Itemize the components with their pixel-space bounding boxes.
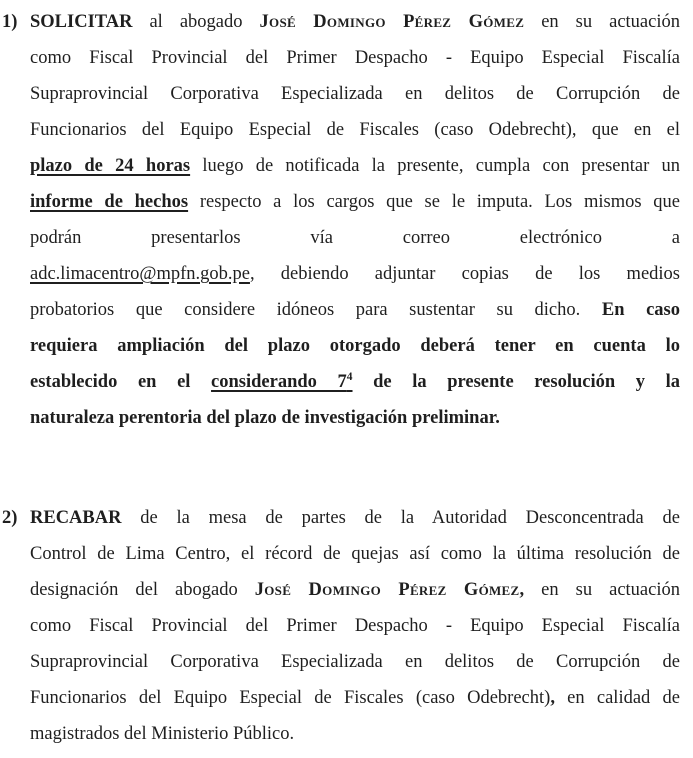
text-line xyxy=(30,256,680,292)
directive-word: RECABAR xyxy=(30,508,122,528)
deadline-term: plazo de 24 horas xyxy=(30,156,191,176)
text-segment: probatorios que considere idóneos para sustentar su dicho. xyxy=(30,300,602,320)
text-line xyxy=(30,40,680,76)
text-segment: en su actuación xyxy=(524,580,680,600)
text-line xyxy=(30,4,680,40)
person-name: José Domingo Pérez Gómez xyxy=(259,12,525,32)
footnote-superscript: 4 xyxy=(346,370,353,383)
text-line xyxy=(30,328,680,364)
report-term: informe de hechos xyxy=(30,192,189,212)
text-line xyxy=(30,400,680,436)
text-line xyxy=(30,76,680,112)
text-segment: considerando 7 xyxy=(211,372,347,392)
text-segment: como Fiscal Provincial del Primer Despacho - Equipo Especial Fiscalía xyxy=(30,616,680,636)
paragraph-number: 1) xyxy=(2,12,18,32)
text-line xyxy=(30,536,680,572)
paragraph-1 xyxy=(2,4,680,436)
text-line xyxy=(30,112,680,148)
text-segment: requiera ampliación del plazo otorgado deberá tener en cuenta lo xyxy=(30,336,680,356)
text-line xyxy=(30,500,680,536)
text-line xyxy=(30,220,680,256)
text-segment: , xyxy=(519,580,525,600)
text-line xyxy=(30,148,680,184)
text-line xyxy=(30,292,680,328)
text-segment: de la presente resolución y la xyxy=(352,372,680,392)
text-segment: luego de notificada la presente, cumpla con presentar un xyxy=(190,156,680,176)
text-segment: respecto a los cargos que se le imputa. Los mismos que xyxy=(188,192,680,212)
text-segment: en su actuación xyxy=(524,12,680,32)
text-segment: Funcionarios del Equipo Especial de Fiscales (caso Odebrecht) xyxy=(30,688,551,708)
text-segment: designación del abogado xyxy=(30,580,255,600)
paragraph-number: 2) xyxy=(2,508,18,528)
text-segment: , debiendo adjuntar copias de los medios xyxy=(249,264,680,284)
text-segment: como Fiscal Provincial del Primer Despacho - Equipo Especial Fiscalía xyxy=(30,48,680,68)
text-segment: Funcionarios del Equipo Especial de Fiscales (caso Odebrecht), que en el xyxy=(30,120,680,140)
text-line xyxy=(30,364,680,400)
text-segment: de la mesa de partes de la Autoridad Desconcentrada de xyxy=(121,508,680,528)
text-segment: magistrados del Ministerio Público. xyxy=(30,724,295,744)
text-segment: podrán presentarlos vía correo electrónico a xyxy=(30,228,680,248)
directive-word: SOLICITAR xyxy=(30,12,133,32)
text-segment: en calidad de xyxy=(554,688,680,708)
text-segment: , xyxy=(550,688,555,708)
email-address: adc.limacentro@mpfn.gob.pe xyxy=(30,264,250,284)
text-segment: Control de Lima Centro, el récord de quejas así como la última resolución de xyxy=(30,544,680,564)
footnote-reference xyxy=(211,372,352,392)
text-segment: En caso xyxy=(601,300,680,320)
text-line xyxy=(30,680,680,716)
paragraph-2 xyxy=(2,500,680,752)
paragraph-list xyxy=(2,4,680,752)
text-line xyxy=(30,572,680,608)
text-segment: establecido en el xyxy=(30,372,212,392)
text-segment: al abogado xyxy=(132,12,260,32)
text-line xyxy=(30,716,680,752)
person-name: José Domingo Pérez Gómez xyxy=(254,580,520,600)
text-segment: Supraprovincial Corporativa Especializada en delitos de Corrupción de xyxy=(30,84,680,104)
text-line xyxy=(30,608,680,644)
text-segment: naturaleza perentoria del plazo de investigación preliminar. xyxy=(30,408,500,428)
text-line xyxy=(30,184,680,220)
text-segment: Supraprovincial Corporativa Especializada en delitos de Corrupción de xyxy=(30,652,680,672)
text-line xyxy=(30,644,680,680)
